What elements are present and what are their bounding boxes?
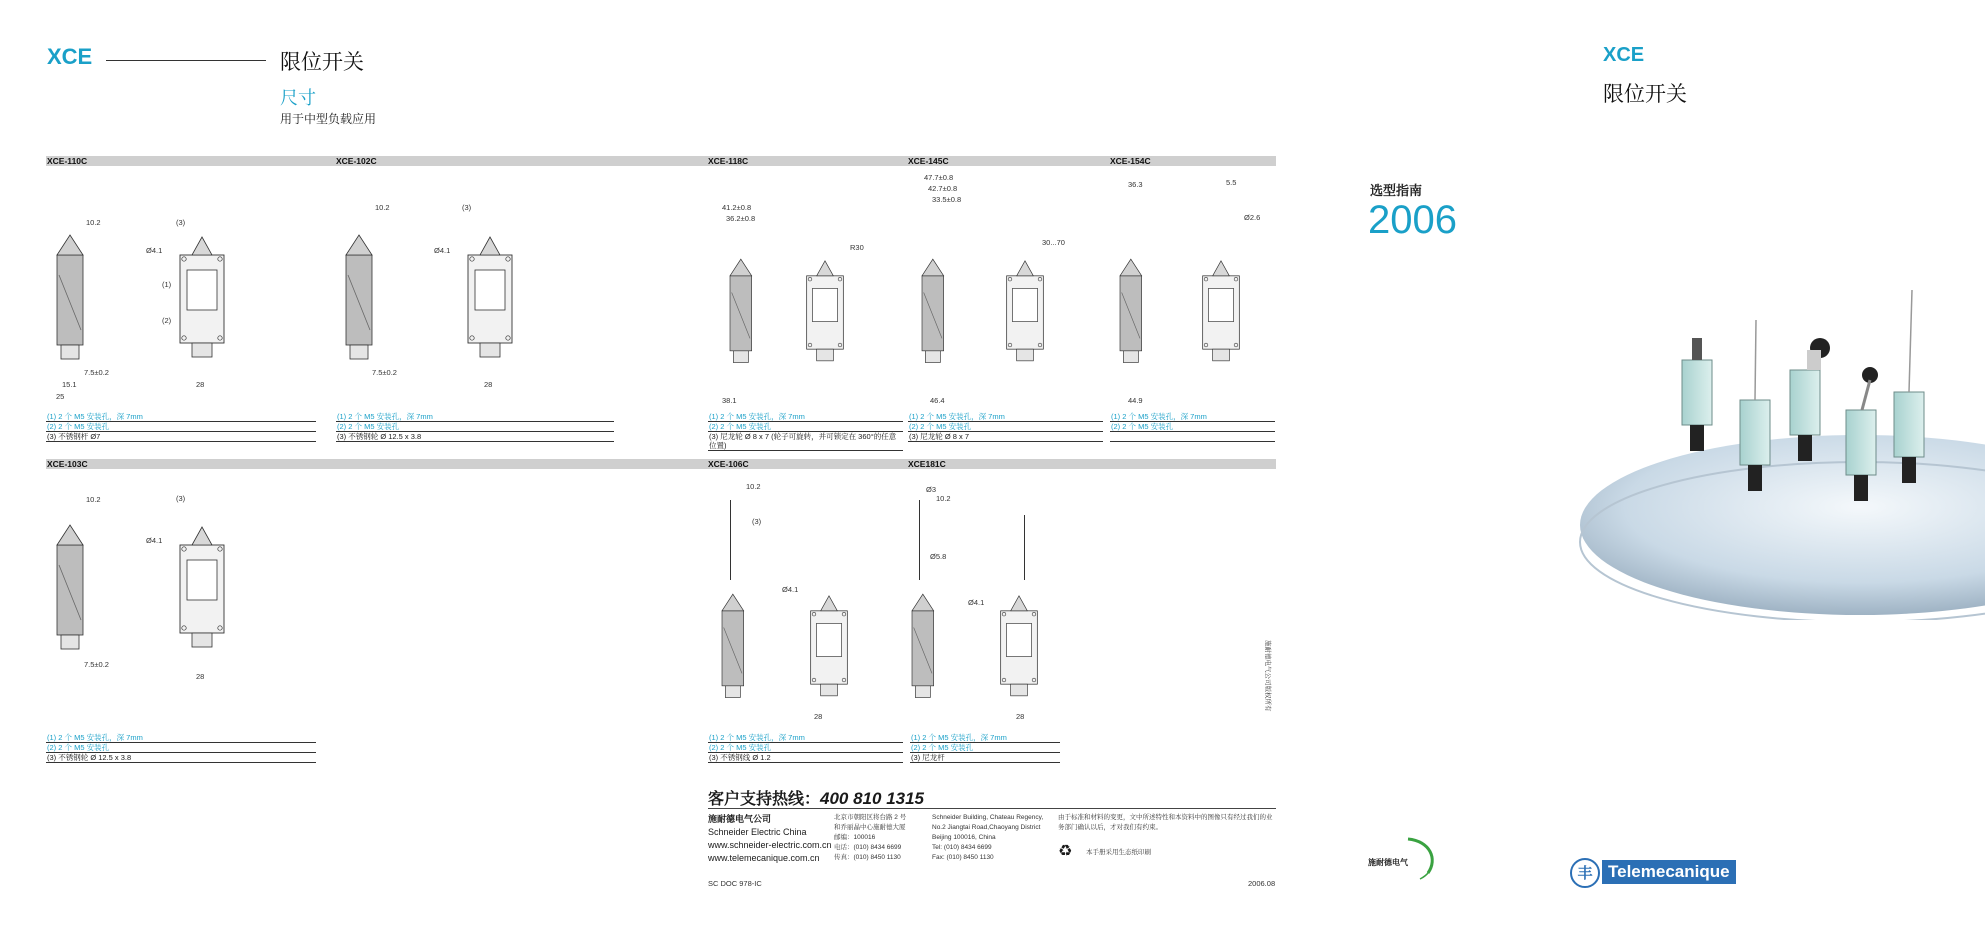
telemecanique-logo: Telemecanique bbox=[1602, 860, 1736, 884]
dim-label: 33.5±0.8 bbox=[932, 195, 962, 204]
note-line: (1) 2 个 M5 安装孔，深 7mm bbox=[46, 733, 316, 743]
telemecanique-emblem-icon: 丰 bbox=[1570, 858, 1600, 888]
dim-label: Ø4.1 bbox=[146, 536, 163, 545]
hotline-number: 400 810 1315 bbox=[820, 789, 925, 808]
address-zh bbox=[834, 813, 906, 863]
disclaimer-line: 由于标准和材料的变更，文中所述特性和本资料中的图像只有经过我们的业 bbox=[1058, 814, 1273, 821]
note-line: (2) 2 个 M5 安装孔 bbox=[46, 743, 316, 753]
dim-label: 15.1 bbox=[62, 380, 77, 389]
notes-xce118c bbox=[708, 412, 903, 451]
doc-date: 2006.08 bbox=[1248, 879, 1276, 888]
model-label: XCE-106C bbox=[708, 459, 749, 469]
drawing-front-xce102c bbox=[460, 215, 520, 365]
company-zh: 施耐德电气公司 bbox=[708, 814, 772, 824]
address-line: Beijing 100016, China bbox=[932, 834, 996, 841]
note-line: (2) 2 个 M5 安装孔 bbox=[708, 743, 903, 753]
address-line: 和乔丽晶中心施耐德大厦 bbox=[834, 824, 906, 831]
dim-label: 28 bbox=[196, 380, 205, 389]
dim-label: 44.9 bbox=[1128, 396, 1143, 405]
note-line: (1) 2 个 M5 安装孔，深 7mm bbox=[908, 412, 1103, 422]
dim-label: 30...70 bbox=[1042, 238, 1065, 247]
dim-label: 10.2 bbox=[86, 218, 101, 227]
dim-label: 10.2 bbox=[86, 495, 101, 504]
note-line: (3) 不锈钢轮 Ø 12.5 x 3.8 bbox=[46, 753, 316, 763]
drawing-front-xce181c bbox=[994, 570, 1044, 710]
model-label: XCE-118C bbox=[708, 156, 749, 166]
disclaimer-line: 务部门确认以后，才对我们有约束。 bbox=[1058, 824, 1162, 831]
notes-xce154c bbox=[1110, 412, 1275, 442]
schneider-logo bbox=[1368, 835, 1440, 883]
dim-label: 41.2±0.8 bbox=[722, 203, 752, 212]
guide-year: 2006 bbox=[1368, 198, 1457, 242]
company-block bbox=[708, 813, 832, 865]
row2-bar bbox=[46, 459, 1276, 469]
dim-label: 10.2 bbox=[936, 494, 951, 503]
row1-bar bbox=[46, 156, 1276, 166]
drawing-side-xce145c bbox=[912, 230, 962, 380]
note-line: (2) 2 个 M5 安装孔 bbox=[708, 422, 903, 432]
note-line: (3) 尼龙杆 bbox=[910, 753, 1060, 763]
drawing-front-xce154c bbox=[1196, 230, 1246, 380]
dim-label: Ø4.1 bbox=[146, 246, 163, 255]
nylon-rod bbox=[919, 500, 920, 580]
dim-label: 10.2 bbox=[746, 482, 761, 491]
website-link[interactable]: www.telemecanique.com.cn bbox=[708, 853, 820, 863]
dim-label: 46.4 bbox=[930, 396, 945, 405]
drawing-side-xce103c bbox=[45, 505, 105, 655]
vertical-copyright: 施耐德电气公司版权所有 bbox=[1264, 640, 1271, 712]
dim-label: 28 bbox=[484, 380, 493, 389]
address-line: Fax: (010) 8450 1130 bbox=[932, 854, 994, 861]
section-title: 尺寸 bbox=[280, 88, 316, 109]
note-line: (2) 2 个 M5 安装孔 bbox=[1110, 422, 1275, 432]
model-label: XCE181C bbox=[908, 459, 946, 469]
dim-label: Ø4.1 bbox=[434, 246, 451, 255]
dim-label: 7.5±0.2 bbox=[84, 368, 109, 377]
model-label: XCE-103C bbox=[47, 459, 88, 469]
note-line: (2) 2 个 M5 安装孔 bbox=[910, 743, 1060, 753]
notes-xce102c bbox=[336, 412, 614, 442]
dim-label: 28 bbox=[814, 712, 823, 721]
dim-label: Ø4.1 bbox=[968, 598, 985, 607]
dim-label: Ø4.1 bbox=[782, 585, 799, 594]
dim-label: (1) bbox=[162, 280, 172, 289]
address-line: 电话：(010) 8434 6699 bbox=[834, 844, 902, 851]
section-subtitle: 用于中型负载应用 bbox=[280, 112, 377, 126]
model-label: XCE-145C bbox=[908, 156, 949, 166]
dim-label: 5.5 bbox=[1226, 178, 1237, 187]
note-line: (1) 2 个 M5 安装孔，深 7mm bbox=[910, 733, 1060, 743]
dim-label: Ø2.6 bbox=[1244, 213, 1261, 222]
dim-label: 38.1 bbox=[722, 396, 737, 405]
drawing-side-xce110c bbox=[45, 215, 105, 365]
dim-label: 7.5±0.2 bbox=[84, 660, 109, 669]
disclaimer bbox=[1058, 813, 1278, 833]
note-line: (1) 2 个 M5 安装孔，深 7mm bbox=[708, 412, 903, 422]
dim-label: 47.7±0.8 bbox=[924, 173, 954, 182]
nylon-rod-front bbox=[1024, 515, 1025, 580]
note-line: (3) 尼龙轮 Ø 8 x 7 (轮子可旋转，并可锁定在 360°的任意位置) bbox=[708, 432, 903, 451]
note-line: (1) 2 个 M5 安装孔，深 7mm bbox=[336, 412, 614, 422]
dim-label: (3) bbox=[752, 517, 762, 526]
note-line: (3) 不锈钢轮 Ø 12.5 x 3.8 bbox=[336, 432, 614, 442]
model-label: XCE-154C bbox=[1110, 156, 1151, 166]
dim-label: 25 bbox=[56, 392, 65, 401]
dim-label: (3) bbox=[176, 494, 186, 503]
drawing-side-xce118c bbox=[720, 230, 770, 380]
dim-label: R30 bbox=[850, 243, 864, 252]
notes-xce181c bbox=[910, 733, 1060, 763]
dim-label: (3) bbox=[176, 218, 186, 227]
notes-xce145c bbox=[908, 412, 1103, 442]
drawing-side-xce106c bbox=[712, 570, 762, 710]
website-link[interactable]: www.schneider-electric.com.cn bbox=[708, 840, 832, 850]
dim-label: 36.3 bbox=[1128, 180, 1143, 189]
note-line: (2) 2 个 M5 安装孔 bbox=[46, 422, 316, 432]
drawing-side-xce102c bbox=[334, 215, 394, 365]
guide-label: 选型指南 bbox=[1370, 184, 1423, 199]
footer-rule bbox=[708, 808, 1276, 809]
note-line: (3) 尼龙轮 Ø 8 x 7 bbox=[908, 432, 1103, 442]
drawing-side-xce154c bbox=[1110, 230, 1160, 380]
dim-label: 10.2 bbox=[375, 203, 390, 212]
dim-label: (3) bbox=[462, 203, 472, 212]
header-rule bbox=[106, 60, 266, 61]
dim-label: 36.2±0.8 bbox=[726, 214, 756, 223]
recycle-icon: ♻ bbox=[1058, 841, 1073, 860]
note-line: (3) 不锈钢线 Ø 1.2 bbox=[708, 753, 903, 763]
drawing-side-xce181c bbox=[902, 570, 952, 710]
page-title: 限位开关 bbox=[280, 50, 364, 74]
drawing-front-xce103c bbox=[172, 505, 232, 655]
dim-label: 7.5±0.2 bbox=[372, 368, 397, 377]
dim-label: (2) bbox=[162, 316, 172, 325]
drawing-front-xce118c bbox=[800, 230, 850, 380]
note-line bbox=[1110, 432, 1275, 442]
product-photo bbox=[1570, 280, 1985, 620]
company-en: Schneider Electric China bbox=[708, 827, 807, 837]
notes-xce106c bbox=[708, 733, 903, 763]
address-line: No.2 Jiangtai Road,Chaoyang District bbox=[932, 824, 1041, 831]
address-en bbox=[932, 813, 1043, 863]
address-line: 北京市朝阳区将台路 2 号 bbox=[834, 814, 907, 821]
note-line: (1) 2 个 M5 安装孔，深 7mm bbox=[708, 733, 903, 743]
drawing-front-xce110c bbox=[172, 215, 232, 365]
recycle-note: 本手册采用生态纸印刷 bbox=[1086, 849, 1151, 856]
drawing-front-xce106c bbox=[804, 570, 854, 710]
drawing-front-xce145c bbox=[1000, 230, 1050, 380]
hotline-label: 客户支持热线： bbox=[708, 789, 821, 808]
cover-title: 限位开关 bbox=[1603, 82, 1687, 106]
brand-xce: XCE bbox=[47, 44, 93, 69]
dim-label: 28 bbox=[196, 672, 205, 681]
note-line: (2) 2 个 M5 安装孔 bbox=[908, 422, 1103, 432]
dim-label: Ø5.8 bbox=[930, 552, 947, 561]
dim-label: 28 bbox=[1016, 712, 1025, 721]
hotline bbox=[708, 786, 924, 809]
model-label: XCE-102C bbox=[336, 156, 377, 166]
notes-xce103c bbox=[46, 733, 316, 763]
address-line: 邮编：100016 bbox=[834, 834, 876, 841]
wire-rod bbox=[730, 500, 731, 580]
address-line: Tel: (010) 8434 6699 bbox=[932, 844, 992, 851]
address-line: 传真：(010) 8450 1130 bbox=[834, 854, 901, 861]
note-line: (1) 2 个 M5 安装孔，深 7mm bbox=[46, 412, 316, 422]
model-label: XCE-110C bbox=[47, 156, 88, 166]
doc-number: SC DOC 978-IC bbox=[708, 879, 762, 888]
notes-xce110c bbox=[46, 412, 316, 442]
schneider-logo-text: 施耐德电气 bbox=[1368, 858, 1408, 867]
dim-label: 42.7±0.8 bbox=[928, 184, 958, 193]
address-line: Schneider Building, Chateau Regency, bbox=[932, 814, 1044, 821]
note-line: (2) 2 个 M5 安装孔 bbox=[336, 422, 614, 432]
note-line: (3) 不锈钢杆 Ø7 bbox=[46, 432, 316, 442]
dim-label: Ø3 bbox=[926, 485, 937, 494]
cover-brand: XCE bbox=[1603, 44, 1645, 66]
note-line: (1) 2 个 M5 安装孔，深 7mm bbox=[1110, 412, 1275, 422]
